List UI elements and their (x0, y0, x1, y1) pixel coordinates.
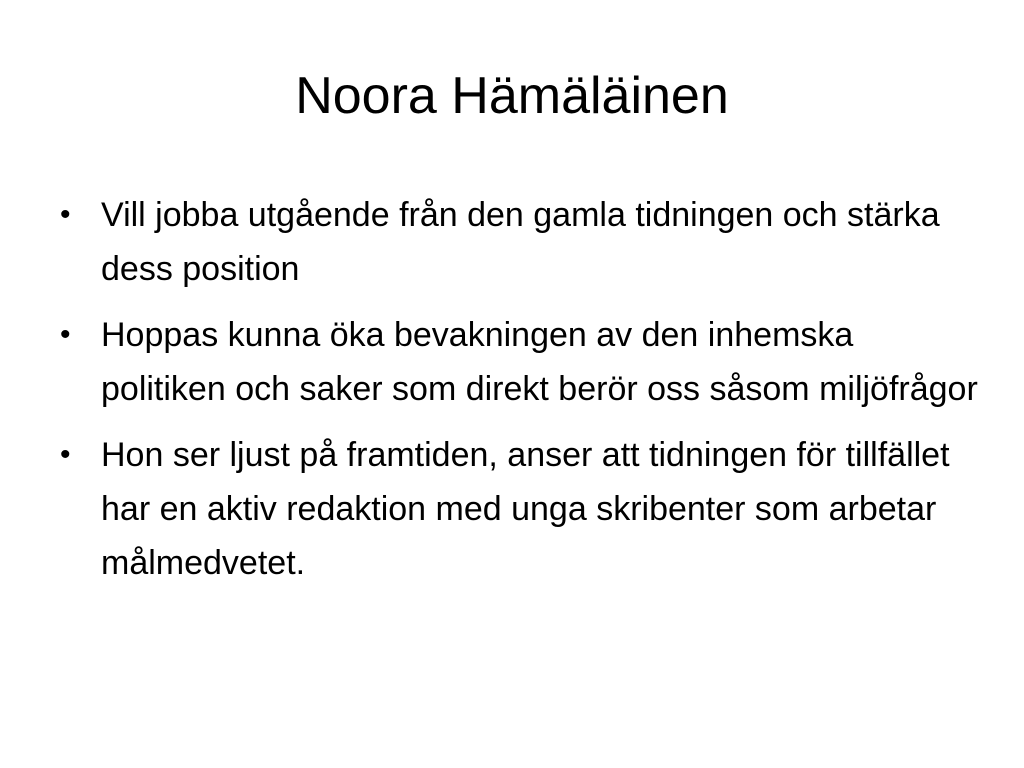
bullet-text: Hon ser ljust på framtiden, anser att tidningen för tillfället har en aktiv redaktion med unga skribenter som arbetar målmedvetet. (101, 436, 950, 582)
bullet-icon: • (60, 318, 71, 351)
bullet-item (60, 188, 980, 296)
bullet-item (60, 428, 980, 590)
bullet-icon: • (60, 438, 71, 471)
bullet-text: Hoppas kunna öka bevakningen av den inhemska politiken och saker som direkt berör oss såsom miljöfrågor (101, 316, 978, 408)
bullet-icon: • (60, 198, 71, 231)
bullet-list (60, 188, 980, 602)
bullet-text: Vill jobba utgående från den gamla tidningen och stärka dess position (101, 196, 940, 288)
bullet-item (60, 308, 980, 416)
slide-title: Noora Hämäläinen (295, 67, 729, 125)
